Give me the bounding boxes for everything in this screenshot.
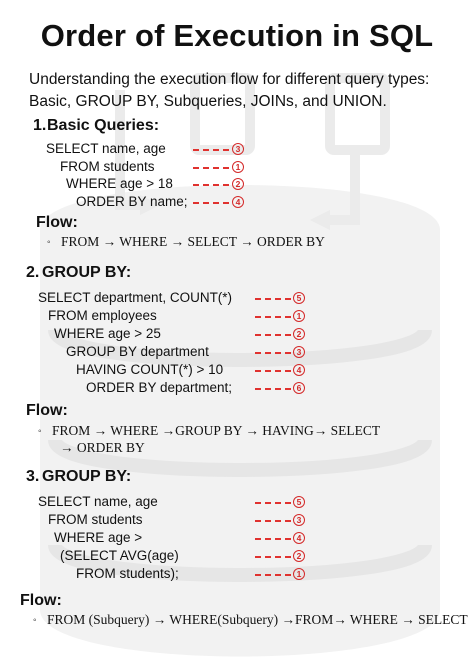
code-line: SELECT name, age xyxy=(46,141,166,156)
order-badge: 2 xyxy=(232,178,244,190)
dashed-connector xyxy=(255,352,291,354)
dashed-connector xyxy=(255,502,291,504)
section-number: 2. xyxy=(26,264,40,281)
code-line: WHERE age > xyxy=(54,530,143,545)
dashed-connector xyxy=(193,149,229,151)
dashed-connector xyxy=(193,184,229,186)
dashed-connector xyxy=(255,574,291,576)
bullet-icon: ◦ xyxy=(47,237,51,248)
order-badge: 2 xyxy=(293,328,305,340)
section-heading: GROUP BY: xyxy=(42,468,132,485)
bullet-icon: ◦ xyxy=(38,426,42,437)
code-line: FROM students); xyxy=(76,566,179,581)
dashed-connector xyxy=(255,556,291,558)
dashed-connector xyxy=(193,202,229,204)
order-badge: 3 xyxy=(232,143,244,155)
page-title: Order of Execution in SQL xyxy=(40,18,434,53)
code-line: WHERE age > 18 xyxy=(66,176,173,191)
order-badge: 1 xyxy=(293,568,305,580)
order-badge: 2 xyxy=(293,550,305,562)
dashed-connector xyxy=(255,316,291,318)
code-line: FROM employees xyxy=(48,308,157,323)
code-line: FROM students xyxy=(60,158,155,174)
code-line: SELECT name, age xyxy=(38,494,158,509)
dashed-connector xyxy=(255,520,291,522)
code-line: (SELECT AVG(age) xyxy=(60,548,179,563)
bullet-icon: ◦ xyxy=(33,615,37,626)
code-line: FROM students xyxy=(48,512,143,527)
order-badge: 4 xyxy=(293,532,305,544)
flow-sequence: FROM → WHERE → SELECT → ORDER BY xyxy=(61,234,325,249)
order-badge: 5 xyxy=(293,292,305,304)
dashed-connector xyxy=(255,298,291,300)
section-number: 3. xyxy=(26,468,40,485)
flow-label: Flow: xyxy=(26,402,68,419)
order-badge: 4 xyxy=(293,364,305,376)
code-line: GROUP BY department xyxy=(66,344,209,359)
order-badge: 5 xyxy=(293,496,305,508)
flow-sequence: FROM → WHERE →GROUP BY → HAVING→ SELECT xyxy=(52,423,381,438)
order-badge: 3 xyxy=(293,346,305,358)
dashed-connector xyxy=(193,167,229,169)
section-number: 1. xyxy=(33,117,47,134)
dashed-connector xyxy=(255,334,291,336)
dashed-connector xyxy=(255,388,291,390)
flow-label: Flow: xyxy=(36,214,78,231)
code-line: HAVING COUNT(*) > 10 xyxy=(76,362,224,377)
dashed-connector xyxy=(255,538,291,540)
intro-line-2: Basic, GROUP BY, Subqueries, JOINs, and UNION. xyxy=(29,93,387,110)
order-badge: 1 xyxy=(232,161,244,173)
order-badge: 6 xyxy=(293,382,305,394)
section-heading: Basic Queries: xyxy=(47,117,160,134)
order-badge: 1 xyxy=(293,310,305,322)
code-line: WHERE age > 25 xyxy=(54,326,161,341)
code-line: ORDER BY department; xyxy=(86,380,233,395)
flow-label: Flow: xyxy=(20,592,62,609)
code-line: SELECT department, COUNT(*) xyxy=(38,290,233,305)
flow-sequence-continued: → ORDER BY xyxy=(60,440,145,455)
section-heading: GROUP BY: xyxy=(42,264,132,281)
order-badge: 3 xyxy=(293,514,305,526)
dashed-connector xyxy=(255,370,291,372)
order-badge: 4 xyxy=(232,196,244,208)
flow-sequence: FROM (Subquery) → WHERE(Subquery) →FROM→ WHERE → SELECT xyxy=(47,612,468,627)
intro-line-1: Understanding the execution flow for different query types: xyxy=(29,71,430,88)
code-line: ORDER BY name; xyxy=(76,193,188,209)
